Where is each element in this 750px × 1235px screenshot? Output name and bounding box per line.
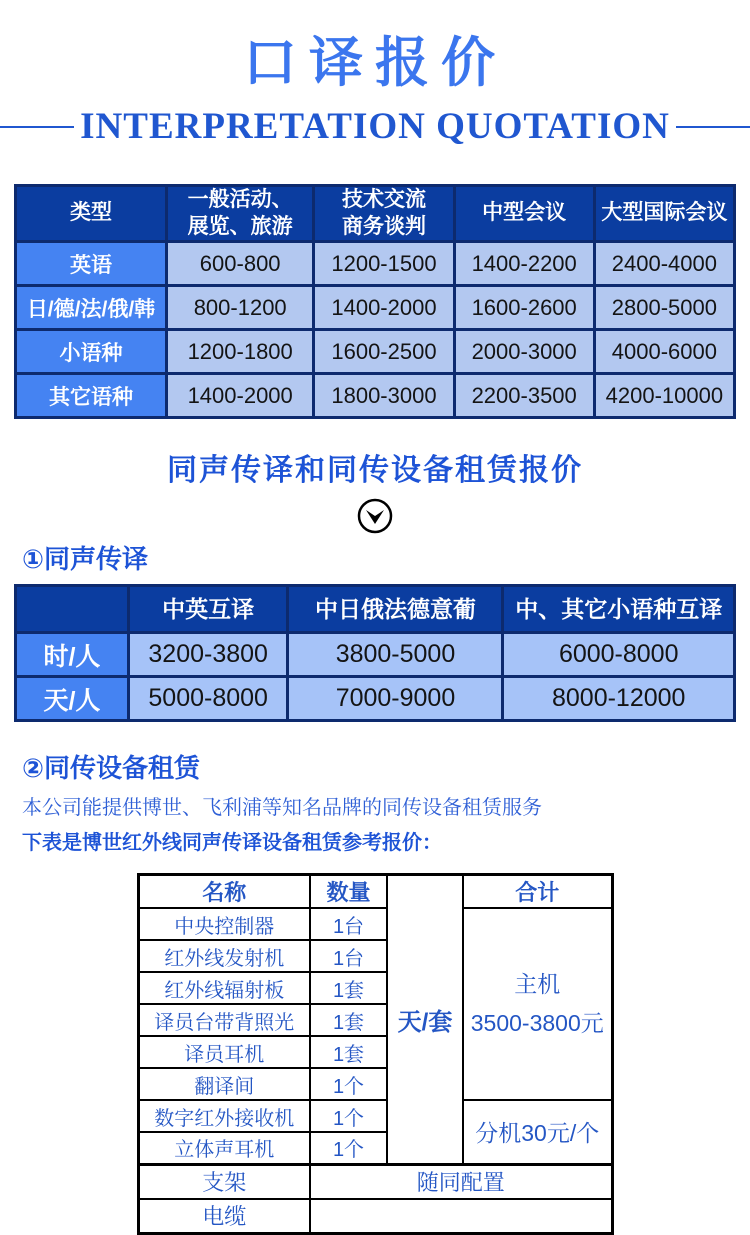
- item-qty: 1个: [310, 1068, 387, 1100]
- cable-note: [310, 1199, 612, 1233]
- equipment-table: [137, 873, 614, 1235]
- page-subtitle: [0, 105, 750, 148]
- item-qty: 1个: [310, 1100, 387, 1132]
- table-row: [16, 330, 735, 374]
- column-header-zh-multi: 中日俄法德意葡: [288, 586, 503, 633]
- row-label-per-day: 天/人: [16, 677, 129, 721]
- column-header-general: [166, 186, 313, 242]
- item-name: 立体声耳机: [138, 1132, 310, 1164]
- price-cell: 1400-2000: [166, 374, 313, 418]
- divider-line-right: [676, 126, 750, 128]
- item-name: 数字红外接收机: [138, 1100, 310, 1132]
- cable-name: 电缆: [138, 1199, 310, 1233]
- table-row: [138, 908, 612, 940]
- host-label: 主机: [514, 970, 561, 997]
- extension-total-cell: 分机30元/个: [463, 1100, 612, 1164]
- table-row: [16, 286, 735, 330]
- price-cell: 5000-8000: [128, 677, 288, 721]
- price-cell: 3800-5000: [288, 633, 503, 677]
- table-header-row: [16, 586, 735, 633]
- price-cell: 1200-1800: [166, 330, 313, 374]
- equipment-intro-line: 本公司能提供博世、飞利浦等知名品牌的同传设备租赁服务: [22, 797, 542, 819]
- table-row: [138, 1164, 612, 1199]
- column-header-zh-en: 中英互译: [128, 586, 288, 633]
- price-cell: 1400-2000: [314, 286, 454, 330]
- bracket-note: 随同配置: [310, 1164, 612, 1199]
- table-row: [16, 633, 735, 677]
- bracket-name: 支架: [138, 1164, 310, 1199]
- host-price: 3500-3800元: [470, 1010, 604, 1036]
- column-header-type: 类型: [16, 186, 167, 242]
- price-cell: 2800-5000: [594, 286, 734, 330]
- item-qty: 1台: [310, 908, 387, 940]
- item-qty: 1套: [310, 1004, 387, 1036]
- item-name: 红外线辐射板: [138, 972, 310, 1004]
- row-label-other-languages: 其它语种: [16, 374, 167, 418]
- header-line: 展览、旅游: [187, 214, 293, 238]
- price-cell: 4000-6000: [594, 330, 734, 374]
- row-label-jp-de-fr-ru-kr: 日/德/法/俄/韩: [16, 286, 167, 330]
- table-row: [138, 1100, 612, 1132]
- header-line: 商务谈判: [341, 214, 426, 238]
- quotation-page: [0, 20, 750, 1230]
- table-header-row: [138, 875, 612, 909]
- table-row: [16, 677, 735, 721]
- row-label-per-hour: 时/人: [16, 633, 129, 677]
- column-header-medium-conference: 中型会议: [454, 186, 594, 242]
- item-name: 翻译间: [138, 1068, 310, 1100]
- equipment-table-caption: 下表是博世红外线同声传译设备租赁参考报价：: [22, 832, 442, 854]
- item-name: 中央控制器: [138, 908, 310, 940]
- price-cell: 1600-2600: [454, 286, 594, 330]
- row-label-minor-languages: 小语种: [16, 330, 167, 374]
- item-qty: 1台: [310, 940, 387, 972]
- section-heading: 同声传译和同传设备租赁报价: [167, 454, 583, 487]
- price-cell: 7000-9000: [288, 677, 503, 721]
- item-qty: 1套: [310, 1036, 387, 1068]
- equipment-rental-heading: ②同传设备租赁: [22, 753, 201, 783]
- price-cell: 1400-2200: [454, 242, 594, 286]
- price-cell: 600-800: [166, 242, 313, 286]
- item-name: 译员台带背照光: [138, 1004, 310, 1036]
- column-header-quantity: 数量: [310, 875, 387, 909]
- host-total-cell: [463, 908, 612, 1100]
- simultaneous-rate-table: [14, 584, 736, 722]
- column-header-large-conference: 大型国际会议: [594, 186, 734, 242]
- table-header-row: [16, 186, 735, 242]
- column-header-zh-minor: 中、其它小语种互译: [503, 586, 735, 633]
- header-line: 一般活动、: [187, 188, 293, 212]
- column-header-name: 名称: [138, 875, 310, 909]
- price-cell: 8000-12000: [503, 677, 735, 721]
- column-header-technical: [314, 186, 454, 242]
- page-title: 口译报价: [243, 33, 507, 93]
- price-cell: 2000-3000: [454, 330, 594, 374]
- page-subtitle-text: INTERPRETATION QUOTATION: [80, 106, 670, 147]
- column-header-empty: [16, 586, 129, 633]
- unit-cell: 天/套: [387, 875, 463, 1165]
- table-row: [16, 242, 735, 286]
- divider-line-left: [0, 126, 74, 128]
- price-cell: 6000-8000: [503, 633, 735, 677]
- item-qty: 1个: [310, 1132, 387, 1164]
- table-row: [138, 1199, 612, 1233]
- item-qty: 1套: [310, 972, 387, 1004]
- down-arrow-icon: [0, 497, 750, 535]
- price-cell: 800-1200: [166, 286, 313, 330]
- price-cell: 1200-1500: [314, 242, 454, 286]
- column-header-total: 合计: [463, 875, 612, 909]
- price-cell: 3200-3800: [128, 633, 288, 677]
- header-line: 技术交流: [341, 188, 426, 212]
- price-cell: 1800-3000: [314, 374, 454, 418]
- item-name: 译员耳机: [138, 1036, 310, 1068]
- price-cell: 4200-10000: [594, 374, 734, 418]
- price-cell: 2400-4000: [594, 242, 734, 286]
- price-cell: 1600-2500: [314, 330, 454, 374]
- item-name: 红外线发射机: [138, 940, 310, 972]
- table-row: [16, 374, 735, 418]
- price-cell: 2200-3500: [454, 374, 594, 418]
- interpretation-pricing-table: [14, 184, 736, 419]
- simultaneous-interpretation-heading: ①同声传译: [22, 544, 149, 574]
- row-label-english: 英语: [16, 242, 167, 286]
